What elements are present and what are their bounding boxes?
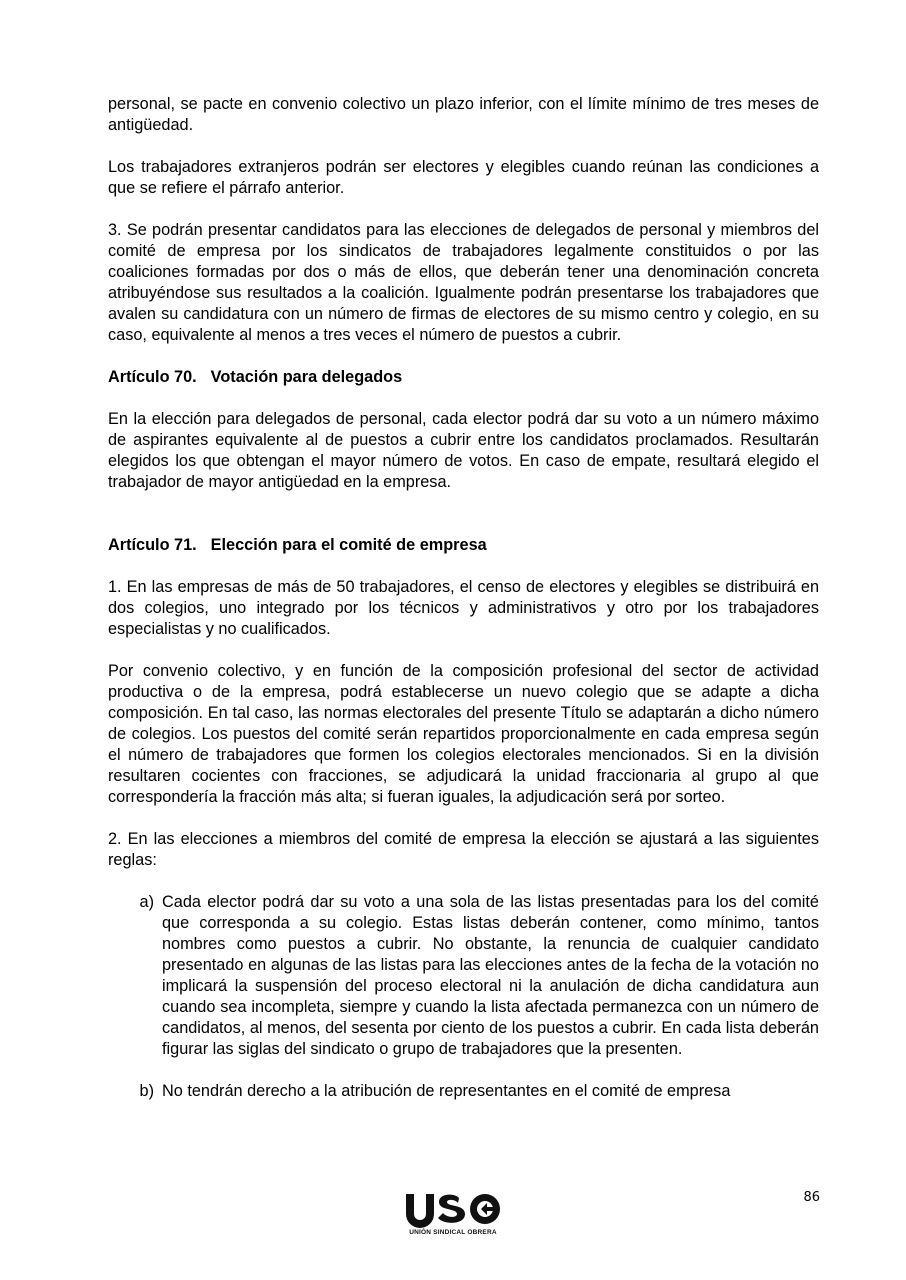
- article-number: Artículo 70.: [108, 368, 197, 386]
- logo-subtitle: UNIÓN SINDICAL OBRERA: [409, 1229, 497, 1236]
- paragraph: personal, se pacte en convenio colectivo un plazo inferior, con el límite mínimo de tres meses de antigüedad.: [108, 95, 819, 134]
- logo-text: USO: [403, 1190, 406, 1191]
- list-item-text: Cada elector podrá dar su voto a una sola de las listas presentadas para los del comité que corresponda a su colegio. Estas listas deberán contener, como mínimo, tantos nombres como puestos a cubrir. No obstante, la renuncia de cualquier candidato presentado en algunas de las listas para las elecciones antes de la fecha de la votación no implicará la suspensión del proceso electoral ni la anulación de dicha candidatura aun cuando sea incompleta, siempre y cuando la lista afectada permanezca con un número de candidatos, al menos, del sesenta por ciento de los puestos a cubrir. En cada lista deberán figurar las siglas del sindicato o grupo de trabajadores que la presenten.: [162, 893, 819, 1058]
- article-number: Artículo 71.: [108, 536, 197, 554]
- paragraph: Los trabajadores extranjeros podrán ser electores y elegibles cuando reúnan las condiciones a que se refiere el párrafo anterior.: [108, 158, 819, 197]
- list-item: [108, 1081, 819, 1102]
- list-marker: b): [139, 1082, 154, 1100]
- paragraph: En la elección para delegados de personal, cada elector podrá dar su voto a un número máximo de aspirantes equivalente al de puestos a cubrir entre los candidatos proclamados. Resultarán elegidos los que obtengan el mayor número de votos. En caso de empate, resultará elegido el trabajador de mayor antigüedad en la empresa.: [108, 410, 819, 491]
- paragraph: 3. Se podrán presentar candidatos para las elecciones de delegados de personal y miembros del comité de empresa por los sindicatos de trabajadores legalmente constituidos o por las coaliciones formadas por dos o más de ellos, que deberán tener una denominación concreta atribuyéndose sus resultados a la coalición. Igualmente podrán presentarse los trabajadores que avalen su candidatura con un número de firmas de electores de su mismo centro y colegio, en su caso, equivalente al menos a tres veces el número de puestos a cubrir.: [108, 221, 819, 344]
- list-item: [108, 892, 819, 1060]
- paragraph: 2. En las elecciones a miembros del comité de empresa la elección se ajustará a las siguientes reglas:: [108, 830, 819, 869]
- article-title: Elección para el comité de empresa: [210, 536, 487, 554]
- list-item-text: No tendrán derecho a la atribución de representantes en el comité de empresa: [162, 1082, 731, 1100]
- article-70-heading: [108, 367, 819, 388]
- paragraph: 1. En las empresas de más de 50 trabajadores, el censo de electores y elegibles se distribuirá en dos colegios, uno integrado por los técnicos y administrativos y otro por los trabajadores especialistas y no cualificados.: [108, 578, 819, 638]
- rules-list: [108, 892, 819, 1102]
- list-marker: a): [139, 893, 154, 911]
- document-page: [108, 94, 819, 1123]
- article-71-heading: [108, 535, 819, 556]
- paragraph: Por convenio colectivo, y en función de la composición profesional del sector de actividad productiva o de la empresa, podrá establecerse un nuevo colegio que se adapte a dicha composición. En tal caso, las normas electorales del presente Título se adaptarán a dicho número de colegios. Los puestos del comité serán repartidos proporcionalmente en cada empresa según el número de trabajadores que formen los colegios electorales mencionados. Si en la división resultaren cocientes con fracciones, se adjudicará la unidad fraccionaria al grupo al que correspondería la fracción más alta; si fueran iguales, la adjudicación será por sorteo.: [108, 662, 819, 806]
- article-title: Votación para delegados: [210, 368, 403, 386]
- page-number: 86: [803, 1190, 820, 1205]
